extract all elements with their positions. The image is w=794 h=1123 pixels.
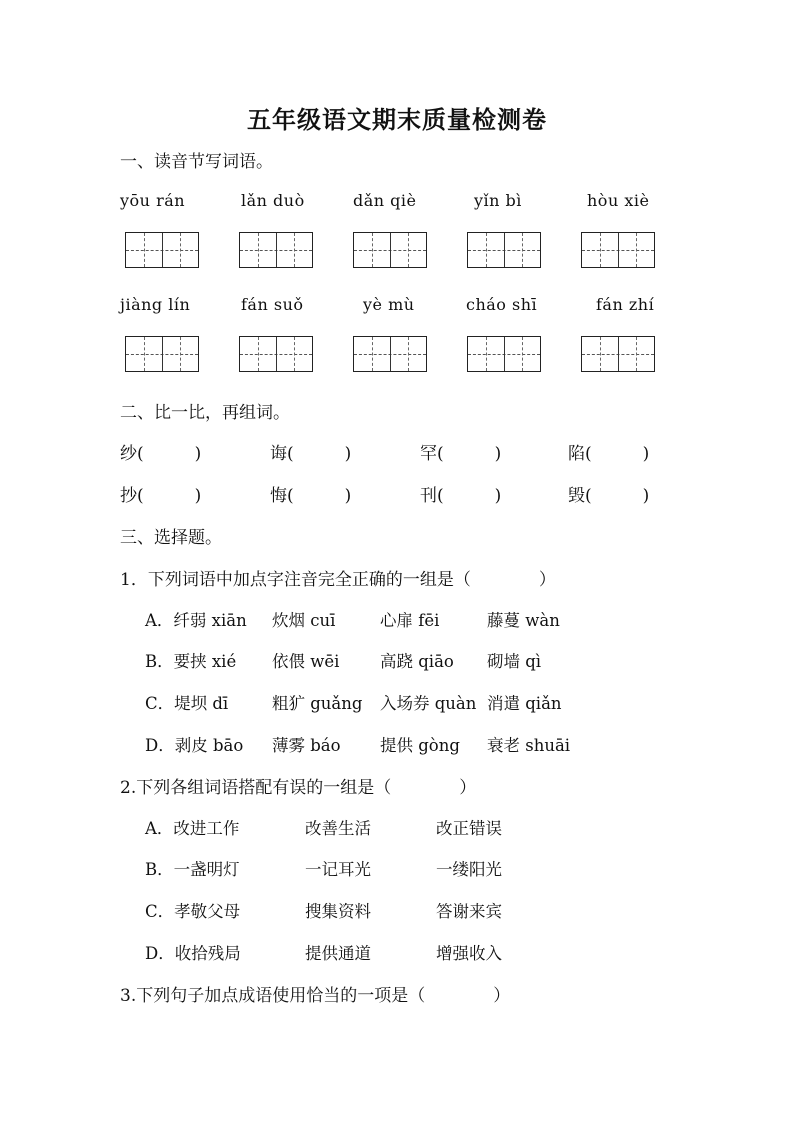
pinyin-3: dǎn qiè: [353, 191, 417, 210]
q2-d-3: 增强收入: [436, 944, 502, 963]
pinyin-1: yōu rán: [120, 191, 186, 210]
pinyin-10: fán zhí: [596, 295, 655, 314]
section-3-heading: 三、选择题。: [120, 528, 222, 548]
q2-b-1: B．一盏明灯: [145, 860, 240, 879]
writing-grid-10[interactable]: [581, 336, 655, 372]
pinyin-5: hòu xiè: [587, 191, 650, 210]
q1-a-1: A．纤弱 xiān: [145, 611, 247, 630]
q1-c-4: 消遣 qiǎn: [487, 694, 562, 713]
q2-b-2: 一记耳光: [305, 860, 371, 879]
q1-b-2: 依偎 wēi: [272, 652, 340, 671]
pinyin-9: cháo shī: [466, 295, 538, 314]
compare-item-8: 毁( ): [568, 486, 650, 506]
q1-c-3: 入场券 quàn: [380, 694, 477, 713]
q2-d-1: D．收拾残局: [145, 944, 241, 963]
q2-b-3: 一缕阳光: [436, 860, 502, 879]
compare-item-3: 罕( ): [420, 444, 502, 464]
pinyin-7: fán suǒ: [241, 295, 304, 314]
q1-c-2: 粗犷 guǎng: [272, 694, 363, 713]
section-2-heading: 二、比一比，再组词。: [120, 403, 290, 423]
q1-d-2: 薄雾 báo: [272, 736, 341, 755]
q1-d-1: D．剥皮 bāo: [145, 736, 244, 755]
q1-b-3: 高跷 qiāo: [380, 652, 454, 671]
question-1-stem: 1．下列词语中加点字注音完全正确的一组是（ ）: [120, 570, 556, 590]
q2-c-3: 答谢来宾: [436, 902, 502, 921]
q2-c-1: C．孝敬父母: [145, 902, 241, 921]
q1-a-3: 心扉 fēi: [380, 611, 440, 630]
q2-a-2: 改善生活: [305, 819, 371, 838]
writing-grid-1[interactable]: [125, 232, 199, 268]
writing-grid-2[interactable]: [239, 232, 313, 268]
compare-item-7: 刊( ): [420, 486, 502, 506]
q1-c-1: C．堤坝 dī: [145, 694, 229, 713]
q1-b-1: B．要挟 xié: [145, 652, 237, 671]
compare-item-2: 诲( ): [270, 444, 352, 464]
q2-a-3: 改正错误: [436, 819, 502, 838]
writing-grid-5[interactable]: [581, 232, 655, 268]
page-title: 五年级语文期末质量检测卷: [247, 105, 547, 134]
q2-a-1: A．改进工作: [145, 819, 240, 838]
q1-a-4: 藤蔓 wàn: [487, 611, 560, 630]
pinyin-8: yè mù: [363, 295, 415, 314]
q1-d-4: 衰老 shuāi: [487, 736, 571, 755]
question-3-stem: 3.下列句子加点成语使用恰当的一项是（ ）: [120, 986, 511, 1006]
compare-item-4: 陷( ): [568, 444, 650, 464]
q2-d-2: 提供通道: [305, 944, 371, 963]
pinyin-6: jiàng lín: [120, 295, 191, 314]
q1-d-3: 提供 gòng: [380, 736, 460, 755]
q1-b-4: 砌墙 qì: [487, 652, 542, 671]
q1-a-2: 炊烟 cuī: [272, 611, 336, 630]
compare-item-5: 抄( ): [120, 486, 202, 506]
writing-grid-6[interactable]: [125, 336, 199, 372]
pinyin-2: lǎn duò: [241, 191, 305, 210]
compare-item-1: 纱( ): [120, 444, 202, 464]
writing-grid-9[interactable]: [467, 336, 541, 372]
question-2-stem: 2.下列各组词语搭配有误的一组是（ ）: [120, 778, 477, 798]
pinyin-4: yǐn bì: [474, 191, 522, 210]
writing-grid-8[interactable]: [353, 336, 427, 372]
section-1-heading: 一、读音节写词语。: [120, 152, 273, 172]
q2-c-2: 搜集资料: [305, 902, 371, 921]
compare-item-6: 悔( ): [270, 486, 352, 506]
writing-grid-7[interactable]: [239, 336, 313, 372]
writing-grid-4[interactable]: [467, 232, 541, 268]
writing-grid-3[interactable]: [353, 232, 427, 268]
